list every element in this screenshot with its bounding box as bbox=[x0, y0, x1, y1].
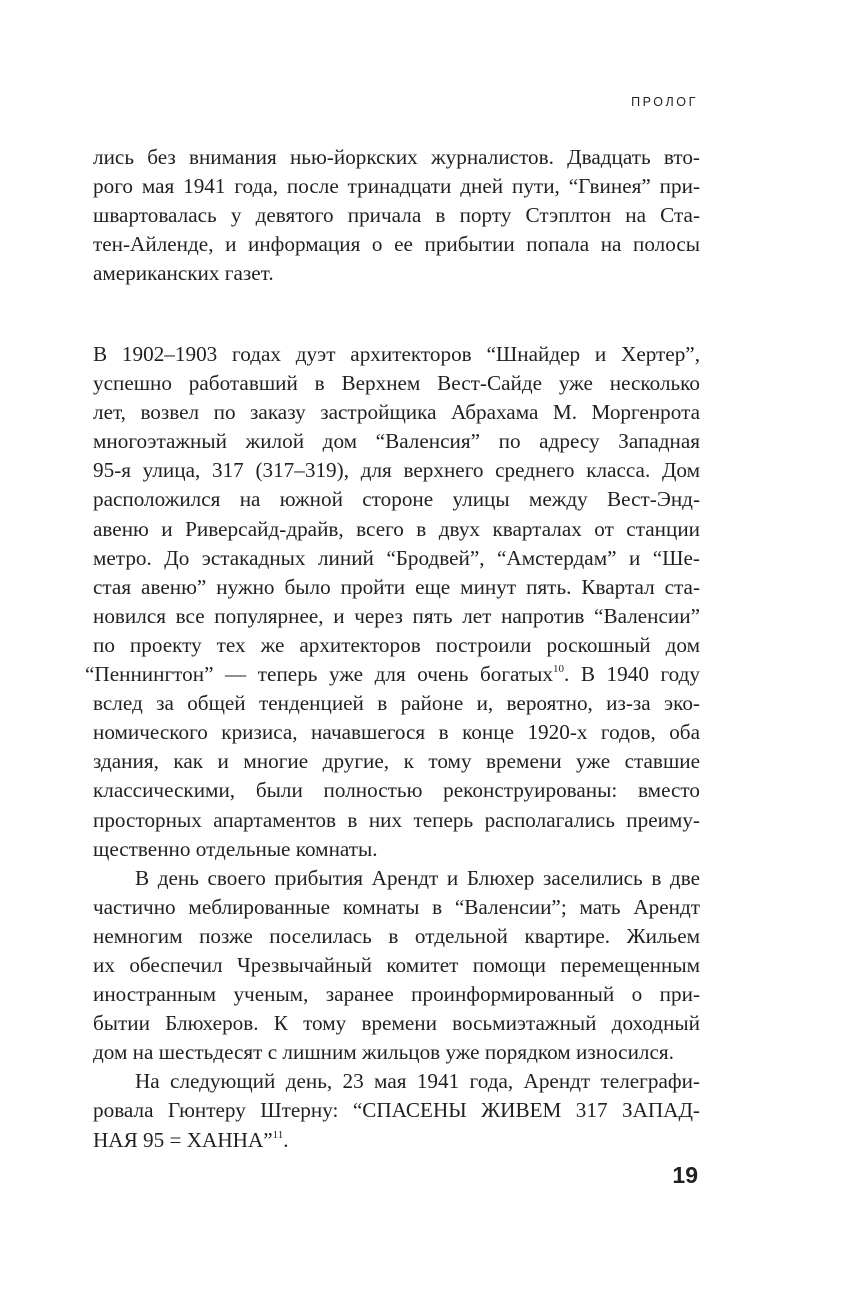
text-line: вслед за общей тенденцией в районе и, вероятно, из-за эко- bbox=[93, 691, 700, 716]
text-line: их обеспечил Чрезвычайный комитет помощи перемещенным bbox=[93, 952, 700, 977]
text-line: расположился на южной стороне улицы между Вест-Энд- bbox=[93, 487, 700, 512]
text-line: В 1902–1903 годах дуэт архитекторов “Шнайдер и Хертер”, bbox=[93, 342, 700, 366]
text-line: новился все популярнее, и через пять лет напротив “Валенсии” bbox=[93, 603, 700, 628]
page-number: 19 bbox=[672, 1162, 698, 1188]
text-line: классическими, были полностью реконструированы: вместо bbox=[93, 778, 700, 803]
text-line: иностранным ученым, заранее проинформированный о при- bbox=[93, 982, 700, 1007]
text-line: частично меблированные комнаты в “Валенсии”; мать Арендт bbox=[93, 894, 700, 919]
text-line: стая авеню” нужно было пройти еще минут пять. Квартал ста- bbox=[93, 574, 700, 599]
text-line-with-footnote bbox=[93, 1126, 700, 1155]
footnote-ref-10[interactable]: 10 bbox=[552, 663, 564, 676]
line-text: “Пеннингтон” — теперь уже для очень богатых bbox=[85, 662, 553, 687]
text-line: 95-я улица, 317 (317–319), для верхнего среднего класса. Дом bbox=[93, 458, 700, 483]
line-text: . В 1940 году bbox=[563, 662, 700, 687]
text-line: тен-Айленде, и информация о ее прибытии попала на полосы bbox=[93, 232, 700, 257]
text-line: В день своего прибытия Арендт и Блюхер заселились в две bbox=[135, 865, 700, 890]
line-text: НАЯ 95 = ХАННА” bbox=[93, 1127, 273, 1152]
text-line: здания, как и многие другие, к тому времени уже ставшие bbox=[93, 749, 700, 774]
line-text: . bbox=[283, 1127, 289, 1152]
text-line: швартовалась у девятого причала в порту Стэплтон на Ста- bbox=[93, 203, 700, 228]
text-line: метро. До эстакадных линий “Бродвей”, “Амстердам” и “Ше- bbox=[93, 545, 700, 570]
running-head: ПРОЛОГ bbox=[631, 95, 698, 109]
paragraph-continuation bbox=[93, 143, 700, 288]
text-line: немногим позже поселилась в отдельной квартире. Жильем bbox=[93, 923, 700, 948]
text-line: авеню и Риверсайд-драйв, всего в двух кварталах от станции bbox=[93, 516, 700, 541]
text-line: дом на шестьдесят с лишним жильцов уже порядком износился. bbox=[93, 1040, 674, 1065]
text-line: рого мая 1941 года, после тринадцати дней пути, “Гвинея” при- bbox=[93, 174, 700, 199]
text-line: по проекту тех же архитекторов построили роскошный дом bbox=[93, 632, 700, 657]
text-line: щественно отдельные комнаты. bbox=[93, 836, 378, 861]
text-line: многоэтажный жилой дом “Валенсия” по адресу Западная bbox=[93, 429, 700, 454]
section-body bbox=[85, 340, 700, 1155]
text-line: лись без внимания нью-йоркских журналистов. Двадцать вто- bbox=[93, 145, 700, 169]
text-line: номического кризиса, начавшегося в конце 1920-х годов, оба bbox=[93, 720, 700, 745]
text-line: ровала Гюнтеру Штерну: “СПАСЕНЫ ЖИВЕМ 317 ЗАПАД- bbox=[93, 1098, 700, 1123]
text-line: бытии Блюхеров. К тому времени восьмиэтажный доходный bbox=[93, 1011, 700, 1036]
text-line: просторных апартаментов в них теперь располагались преиму- bbox=[93, 807, 700, 832]
text-line: лет, возвел по заказу застройщика Абрахама М. Моргенрота bbox=[93, 400, 700, 425]
text-line: американских газет. bbox=[93, 261, 274, 286]
text-line: успешно работавший в Верхнем Вест-Сайде уже несколько bbox=[93, 371, 700, 396]
text-line: На следующий день, 23 мая 1941 года, Арендт телеграфи- bbox=[135, 1069, 700, 1094]
footnote-ref-11[interactable]: 11 bbox=[272, 1128, 284, 1141]
text-line-with-footnote bbox=[85, 660, 700, 689]
